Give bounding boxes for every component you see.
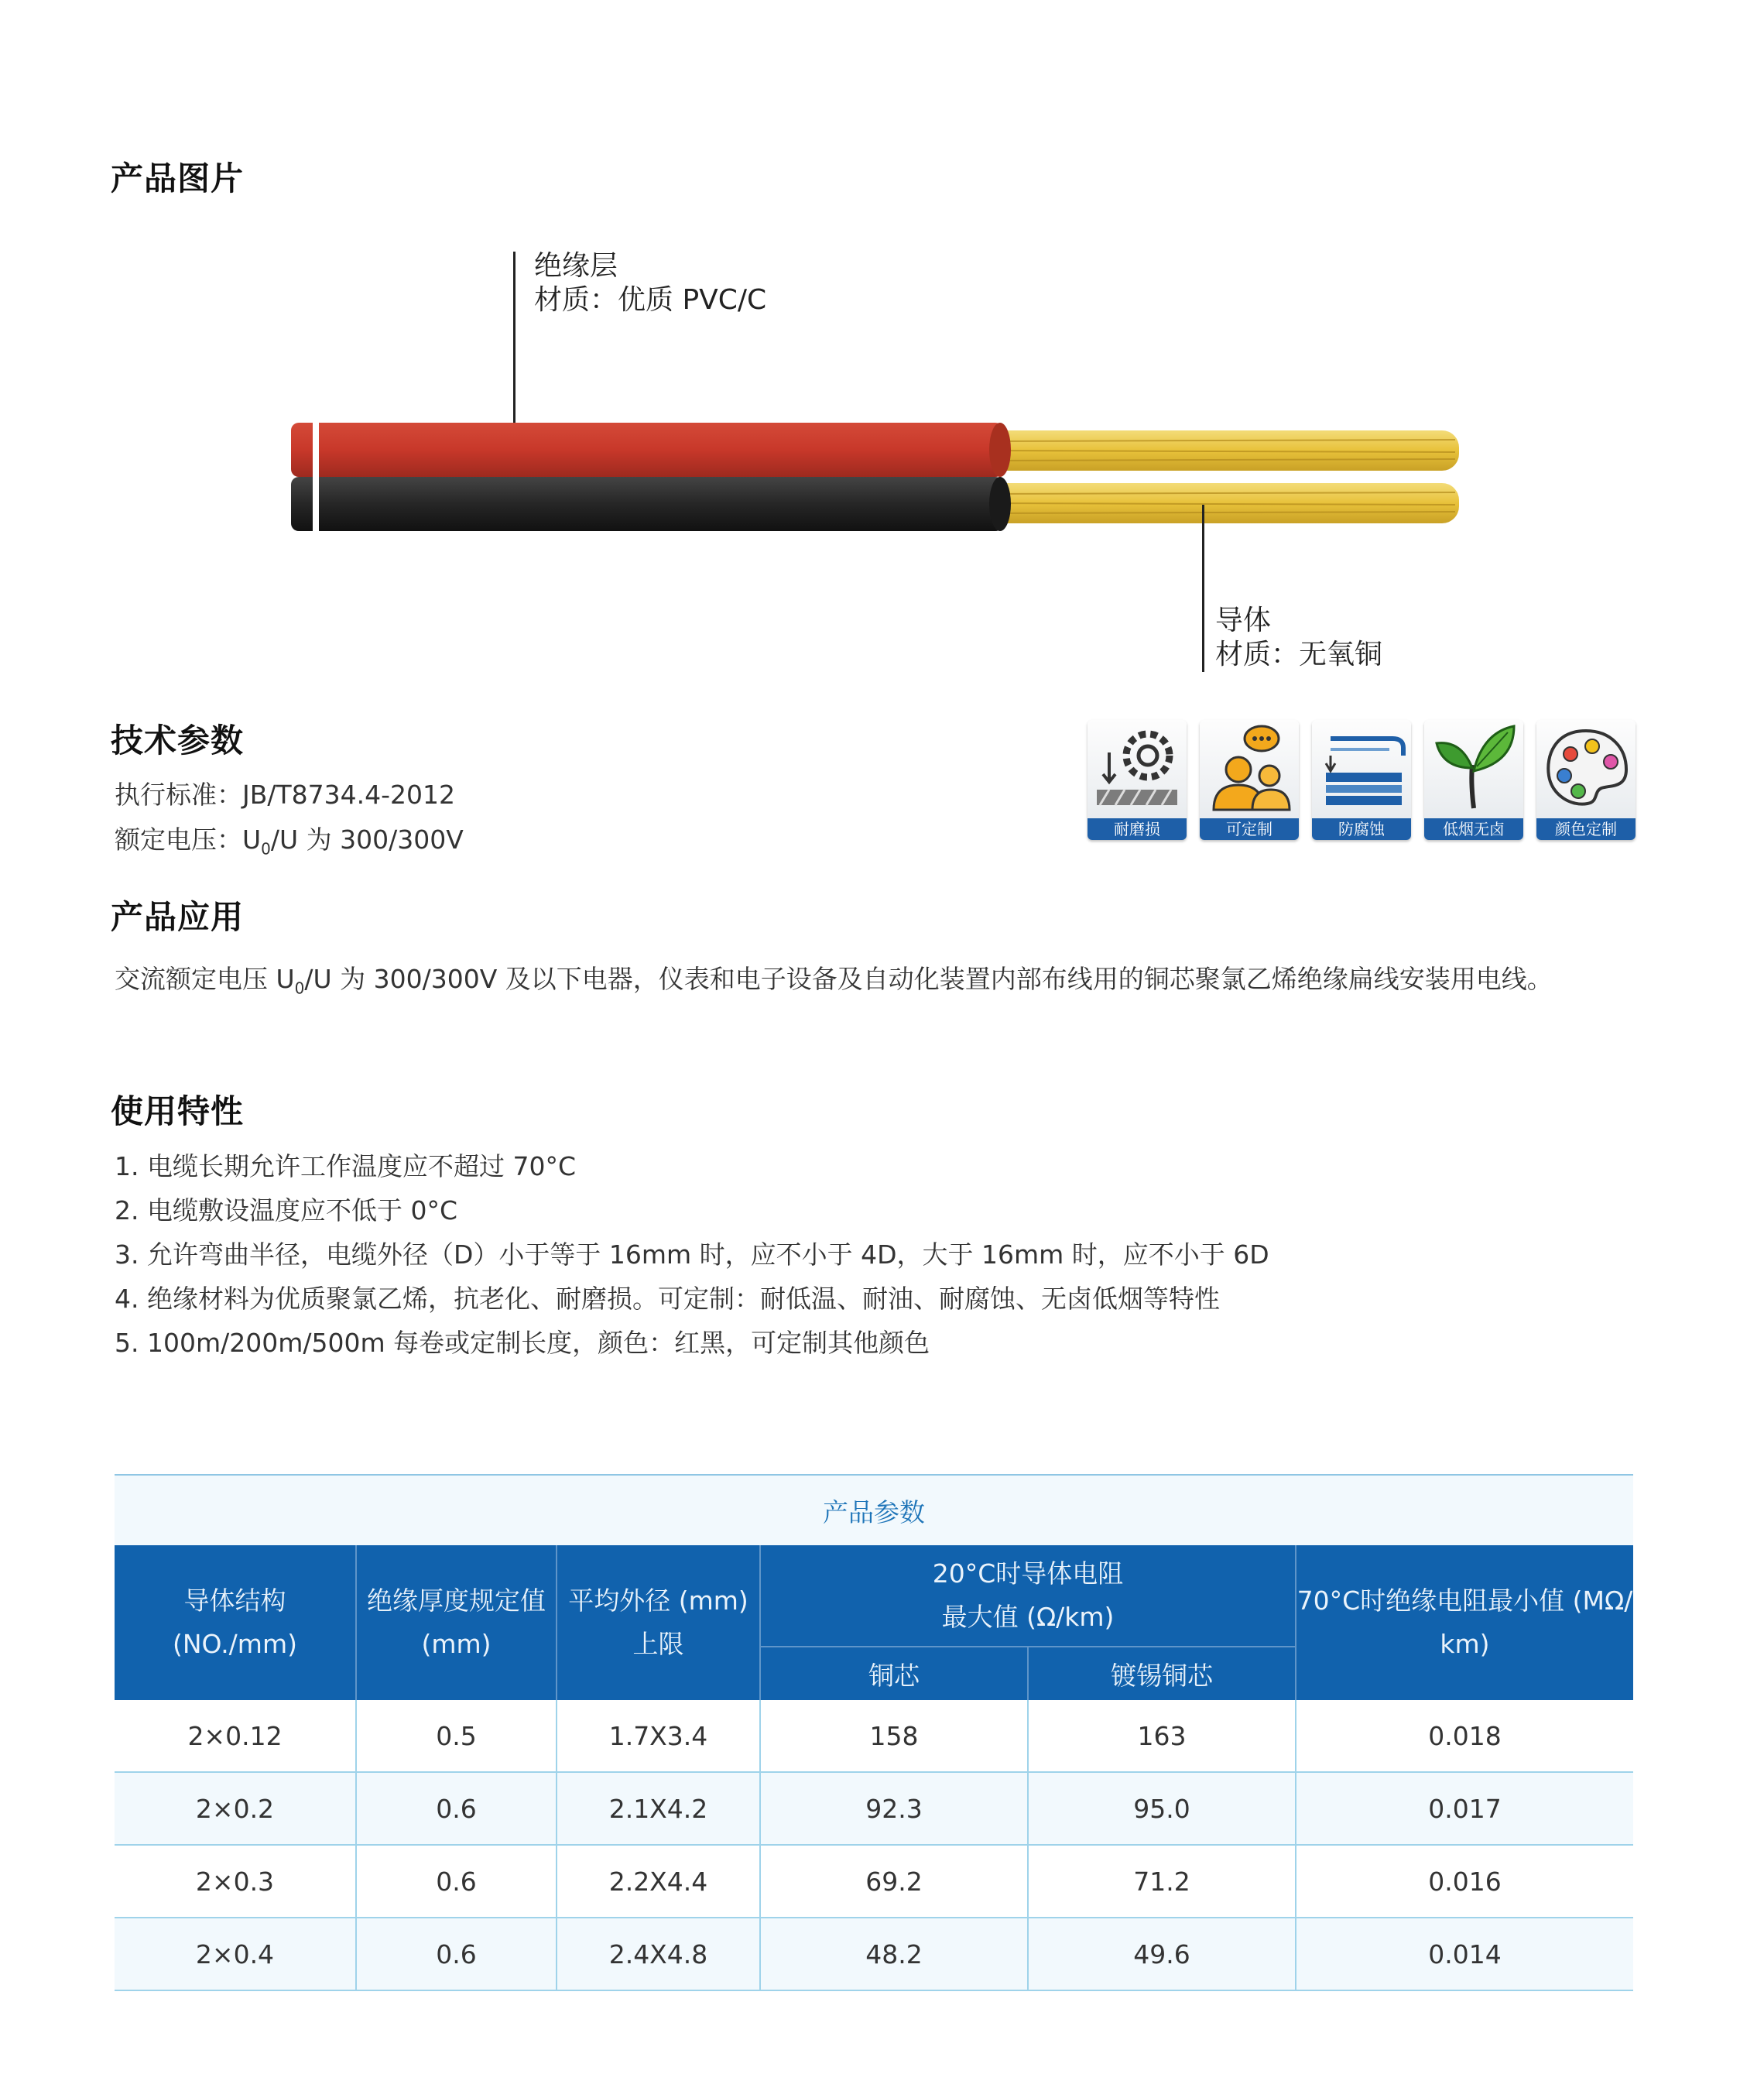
anti-corrosion-icon: 防腐蚀 (1312, 720, 1411, 840)
table-caption: 产品参数 (115, 1475, 1633, 1545)
section-title-picture: 产品图片 (111, 159, 245, 197)
table-row: 2×0.4 0.6 2.4X4.8 48.2 49.6 0.014 (115, 1918, 1633, 1990)
feature-item-1: 1. 电缆长期允许工作温度应不超过 70°C (115, 1151, 576, 1181)
header-outer-diameter: 平均外径 (mm) 上限 (557, 1545, 760, 1700)
header-tinned-copper-core: 镀锡铜芯 (1028, 1647, 1296, 1700)
header-copper-core: 铜芯 (760, 1647, 1028, 1700)
feature-item-5: 5. 100m/200m/500m 每卷或定制长度，颜色：红黑，可定制其他颜色 (115, 1328, 930, 1358)
voltage-text: 额定电压：$U_0/U$ 为 300/300V (115, 824, 464, 859)
insulation-material: 材质：优质 PVC/C (534, 284, 767, 316)
color-customization-icon: 颜色定制 (1536, 720, 1636, 840)
insulation-leader-line (513, 252, 515, 431)
header-conductor-structure: 导体结构 (NO./mm) (115, 1545, 356, 1700)
conductor-material: 材质：无氧铜 (1215, 639, 1383, 670)
conductor-label: 导体 (1215, 605, 1272, 636)
table-caption-row (115, 1475, 1633, 1545)
customizable-icon: 可定制 (1200, 720, 1299, 840)
application-text: 交流额定电压 $U_0/U$ 为 300/300V 及以下电器，仪表和电子设备及自动化装置内部布线用的铜芯聚氯乙烯绝缘扁线安装用电线。 (115, 964, 1553, 998)
table-row: 2×0.2 0.6 2.1X4.2 92.3 95.0 0.017 (115, 1772, 1633, 1845)
wear-resistant-icon: 耐磨损 (1088, 720, 1187, 840)
insulation-label: 绝缘层 (534, 250, 618, 282)
table-header-row (115, 1545, 1633, 1647)
section-title-application: 产品应用 (111, 898, 245, 936)
header-conductor-resistance: 20°C时导体电阻 最大值 (Ω/km) (760, 1545, 1296, 1647)
product-parameters-table (115, 1474, 1633, 1991)
header-insulation-resistance: 70°C时绝缘电阻最小值 (MΩ/ km) (1296, 1545, 1633, 1700)
feature-item-3: 3. 允许弯曲半径，电缆外径（D）小于等于 16mm 时，应不小于 4D，大于 16mm 时，应不小于 6D (115, 1239, 1269, 1270)
feature-item-4: 4. 绝缘材料为优质聚氯乙烯，抗老化、耐磨损。可定制：耐低温、耐油、耐腐蚀、无卤低烟等特性 (115, 1284, 1220, 1314)
conductor-leader-line (1202, 505, 1204, 672)
insulation-callout (534, 249, 766, 317)
feature-item-2: 2. 电缆敷设温度应不低于 0°C (115, 1195, 458, 1226)
cable-image (286, 418, 1471, 534)
table-row: 2×0.12 0.5 1.7X3.4 158 163 0.018 (115, 1700, 1633, 1772)
conductor-callout (1215, 604, 1382, 672)
low-smoke-halogen-free-icon: 低烟无卤 (1424, 720, 1523, 840)
header-insulation-thickness: 绝缘厚度规定值 (mm) (356, 1545, 557, 1700)
table-row: 2×0.3 0.6 2.2X4.4 69.2 71.2 0.016 (115, 1845, 1633, 1918)
section-title-tech: 技术参数 (111, 722, 245, 759)
standard-text: 执行标准：JB/T8734.4-2012 (115, 780, 456, 810)
section-title-features: 使用特性 (111, 1092, 245, 1130)
